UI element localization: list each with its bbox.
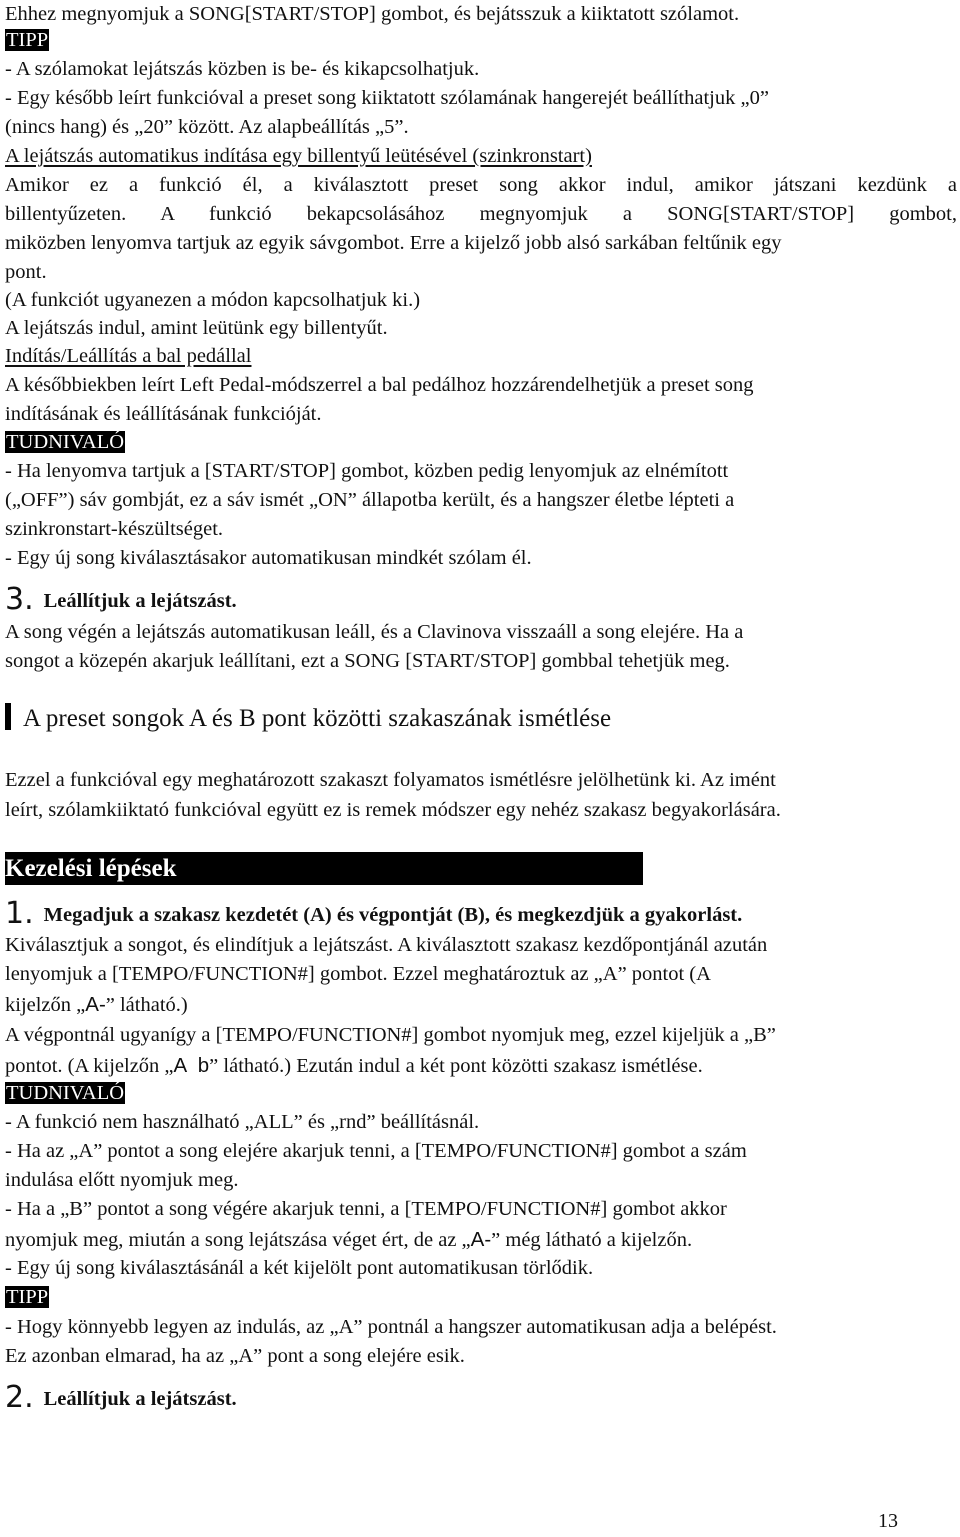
tip-label-line — [5, 26, 49, 55]
section-heading — [5, 703, 611, 735]
step-1-heading — [5, 896, 743, 931]
paragraph-line: Kiválasztjuk a songot, és elindítjuk a lejátszást. A kiválasztott szakasz kezdőpontjánál azután — [5, 934, 768, 956]
paragraph-line: A végpontnál ugyanígy a [TEMPO/FUNCTION#] gombot nyomjuk meg, ezzel kijeljük a „B” — [5, 1024, 776, 1046]
paragraph-line: Ezzel a funkcióval egy meghatározott szakaszt folyamatos ismétlésre jelölhetünk ki. Az imént — [5, 769, 776, 791]
paragraph-line: (A funkciót ugyanezen a módon kapcsolhatjuk ki.) — [5, 289, 421, 311]
paragraph-line: - Egy új song kiválasztásakor automatikusan mindkét szólam él. — [5, 547, 532, 569]
text-segment: nyomjuk meg, miután a song lejátszása véget ért, de az „ — [5, 1229, 471, 1251]
paragraph-line: - A funkció nem használható „ALL” és „rnd” beállításnál. — [5, 1111, 480, 1133]
paragraph-line: - Ha az „A” pontot a song elejére akarjuk tenni, a [TEMPO/FUNCTION#] gombot a szám — [5, 1140, 747, 1162]
section-title: A preset songok A és B pont közötti szakaszának ismétlése — [23, 705, 612, 732]
step-number: 3. — [5, 582, 34, 617]
paragraph-line: - A szólamokat lejátszás közben is be- és kikapcsolhatjuk. — [5, 58, 480, 80]
tip-label: TIPP — [6, 29, 49, 51]
paragraph-line: miközben lenyomva tartjuk az egyik sávgombot. Erre a kijelző jobb alsó sarkában feltűnik egy — [5, 232, 782, 254]
step-2-heading — [5, 1380, 237, 1415]
tip-label: TIPP — [6, 1286, 49, 1308]
subheading-synchro-start: A lejátszás automatikus indítása egy billentyű leütésével (szinkronstart) — [5, 145, 592, 167]
paragraph-line: Ez azonban elmarad, ha az „A” pont a song elejére esik. — [5, 1345, 465, 1367]
paragraph-line — [5, 990, 188, 1020]
paragraph-line: indításának és leállításának funkcióját. — [5, 403, 322, 425]
paragraph-line — [5, 1225, 692, 1255]
paragraph-line: - Hogy könnyebb legyen az indulás, az „A” pontnál a hangszer automatikusan adja a belépést. — [5, 1316, 777, 1338]
paragraph-line: songot a közepén akarjuk leállítani, ezt a SONG [START/STOP] gombbal tehetjük meg. — [5, 650, 730, 672]
paragraph-line: Amikor ez a funkció él, a kiválasztott preset song akkor indul, amikor játszani kezdünk a — [5, 174, 957, 196]
note-label: TUDNIVALÓ — [6, 1082, 125, 1104]
paragraph-line — [5, 1051, 703, 1081]
procedure-band: Kezelési lépések — [5, 852, 643, 885]
step-number: 1. — [5, 896, 34, 931]
paragraph-line: pont. — [5, 261, 47, 283]
paragraph-line: A későbbiekben leírt Left Pedal-módszerrel a bal pedálhoz hozzárendelhetjük a preset song — [5, 374, 754, 396]
text-segment: pontot. (A kijelzőn „ — [5, 1055, 174, 1077]
paragraph-line: billentyűzeten. A funkció bekapcsolásához megnyomjuk a SONG[START/STOP] gombot, — [5, 203, 957, 225]
display-readout: A- — [470, 1228, 492, 1251]
paragraph-line: Ehhez megnyomjuk a SONG[START/STOP] gombot, és bejátsszuk a kiiktatott szólamot. — [5, 3, 740, 25]
text-segment: kijelzőn „ — [5, 994, 86, 1016]
note-label-line — [5, 428, 125, 457]
note-label: TUDNIVALÓ — [6, 431, 125, 453]
step-title: Leállítjuk a lejátszást. — [43, 590, 237, 612]
subheading-left-pedal: Indítás/Leállítás a bal pedállal — [5, 345, 252, 367]
section-bar-marker — [5, 703, 11, 730]
page-number: 13 — [878, 1510, 898, 1532]
paragraph-line: leírt, szólamkiiktató funkcióval együtt ez is remek módszer egy nehéz szakasz begyakorlására. — [5, 799, 781, 821]
text-segment: ” látható.) — [105, 994, 188, 1016]
paragraph-line: („OFF”) sáv gombját, ez a sáv ismét „ON” állapotba került, és a hangszer életbe lépteti a — [5, 489, 735, 511]
tip-label-line — [5, 1283, 49, 1312]
paragraph-line: (nincs hang) és „20” között. Az alapbeállítás „5”. — [5, 116, 409, 138]
step-title: Leállítjuk a lejátszást. — [43, 1388, 237, 1410]
paragraph-line: - Ha lenyomva tartjuk a [START/STOP] gombot, közben pedig lenyomjuk az elnémított — [5, 460, 729, 482]
text-segment: ” látható.) Ezután indul a két pont közötti szakasz ismétlése. — [209, 1055, 703, 1077]
display-readout: A- — [85, 993, 106, 1016]
text-segment: ” még látható a kijelzőn. — [491, 1229, 693, 1251]
paragraph-line: A lejátszás indul, amint leütünk egy billentyűt. — [5, 317, 388, 339]
paragraph-line: - Egy új song kiválasztásánál a két kijelölt pont automatikusan törlődik. — [5, 1257, 594, 1279]
display-readout: A b — [173, 1054, 210, 1077]
paragraph-line: - Ha a „B” pontot a song végére akarjuk tenni, a [TEMPO/FUNCTION#] gombot akkor — [5, 1198, 727, 1220]
step-3-heading — [5, 582, 237, 617]
note-label-line — [5, 1079, 125, 1108]
step-title: Megadjuk a szakasz kezdetét (A) és végpontját (B), és megkezdjük a gyakorlást. — [43, 904, 743, 926]
paragraph-line: indulása előtt nyomjuk meg. — [5, 1169, 239, 1191]
paragraph-line: lenyomjuk a [TEMPO/FUNCTION#] gombot. Ezzel meghatároztuk az „A” pontot (A — [5, 963, 711, 985]
step-number: 2. — [5, 1380, 34, 1415]
paragraph-line: - Egy később leírt funkcióval a preset song kiiktatott szólamának hangerejét beállíthatjuk „0” — [5, 87, 769, 109]
paragraph-line: A song végén a lejátszás automatikusan leáll, és a Clavinova visszaáll a song elejére. Ha a — [5, 621, 744, 643]
paragraph-line: szinkronstart-készültséget. — [5, 518, 224, 540]
